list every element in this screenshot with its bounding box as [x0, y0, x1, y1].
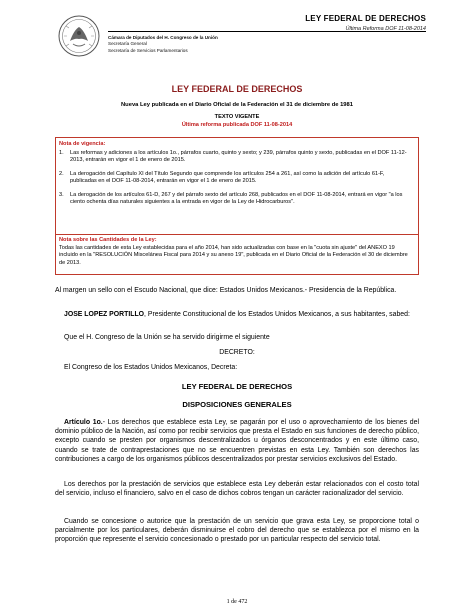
- header-doc-title: LEY FEDERAL DE DERECHOS: [305, 14, 426, 23]
- concession-paragraph: Cuando se concesione o autorice que la prestación de un servicio que grava esta Ley, se proporcione total o parcialmente por los particulares, deberán disminuirse el cobro del derecho que se establezca por el mismo en la proporción que represente el servicio concesionado o prestado por un particular respecto del servicio total.: [55, 518, 419, 544]
- cantidades-text: Todas las cantidades de esta Ley establecidas para el año 2014, han sido actualizadas con base en la "cuota sin ajuste" del ANEXO 19 incluido en la "RESOLUCIÓN Miscelánea Fiscal para 2014 y su anexo 19", publicada en el Diario Oficial de la Federación el 30 de diciembre de 2013.: [59, 245, 408, 266]
- national-seal-icon: [56, 14, 102, 58]
- publication-line: Nueva Ley publicada en el Diario Oficial de la Federación el 31 de diciembre de 1981: [121, 102, 353, 108]
- congress-line: Que el H. Congreso de la Unión se ha servido dirigirme el siguiente: [64, 334, 270, 341]
- institution-block: [108, 35, 218, 54]
- document-title: LEY FEDERAL DE DERECHOS: [171, 84, 303, 94]
- article-label: Artículo 1o.: [64, 419, 103, 426]
- decreto-heading: DECRETO:: [219, 349, 255, 356]
- vigencia-item: [59, 150, 411, 165]
- vigencia-item-text: La derogación del Capítulo XI del Título Segundo que comprende los artículos 254 a 261, así como la adición del artículo 61-F, publicadas en el DOF 11-08-2014, entrarán en vigor el 1 de enero de 2015.: [70, 171, 385, 185]
- header-last-reform: Última Reforma DOF 11-08-2014: [345, 26, 426, 32]
- vigente-label: TEXTO VIGENTE: [214, 114, 260, 120]
- article-text: - Los derechos que establece esta Ley, se pagarán por el uso o aprovechamiento de los bienes del dominio público de la Nación, así como por recibir servicios que presta el Estado en sus funciones de derecho público, excepto cuando se presten por organismos descentralizados u órganos desconcentrados y en este último caso, cuando se trate de contraprestaciones que no se encuentren previstas en esta Ley. También son derechos las contribuciones a cargo de los organismos públicos descentralizados por prestar servicios exclusivos del Estado.: [55, 419, 419, 463]
- institution-chamber: Cámara de Diputados del H. Congreso de la Unión: [108, 35, 218, 40]
- vigencia-item-text: Las reformas y adiciones a los artículos 1o., párrafos cuarto, quinto y sexto; y 239, párrafos quinto y sexto, publicadas en el DOF 11-12-2013, entrarán en vigor el 1 de enero de 2015.: [70, 150, 407, 164]
- services-cost-paragraph: Los derechos por la prestación de servicios que establece esta Ley deberán estar relacionados con el costo total del servicio, incluso el financiero, salvo en el caso de dichos cobros tengan un carácter racionalizador del servicio.: [55, 481, 419, 498]
- note-box: [55, 137, 419, 275]
- header-divider: [108, 31, 426, 32]
- vigencia-item-number: 3.: [59, 192, 64, 198]
- president-name: JOSE LOPEZ PORTILLO: [64, 311, 145, 318]
- president-text: , Presidente Constitucional de los Estados Unidos Mexicanos, a sus habitantes, sabed:: [144, 311, 410, 318]
- seal-paragraph: Al margen un sello con el Escudo Nacional, que dice: Estados Unidos Mexicanos.- Presidencia de la República.: [55, 287, 397, 294]
- congress-decrees: El Congreso de los Estados Unidos Mexicanos, Decreta:: [64, 364, 238, 371]
- vigencia-title: Nota de vigencia:: [59, 141, 106, 147]
- cantidades-title: Nota sobre las Cantidades de la Ley:: [59, 237, 157, 243]
- vigencia-item-number: 1.: [59, 150, 64, 156]
- article-1-paragraph: [55, 418, 419, 464]
- section-title: DISPOSICIONES GENERALES: [182, 400, 292, 409]
- page-indicator: 1 de 472: [226, 599, 248, 605]
- header-right: [305, 14, 426, 32]
- vigente-reform: Última reforma publicada DOF 11-08-2014: [181, 122, 293, 128]
- vigencia-item-text: La derogación de los artículos 61-D, 267 y del párrafo sexto del artículo 268, publicados en el DOF 11-08-2014, entrará en vigor "a los ciento ochenta días naturales siguientes a la entrada en vigor de la Ley de Hidrocarburos".: [70, 192, 403, 206]
- president-paragraph: [55, 310, 419, 319]
- note-box-divider: [56, 234, 418, 235]
- vigencia-item-number: 2.: [59, 171, 64, 177]
- institution-servicios: Secretaría de Servicios Parlamentarios: [108, 47, 188, 53]
- vigencia-item: [59, 171, 411, 186]
- law-title: LEY FEDERAL DE DERECHOS: [181, 382, 293, 391]
- institution-secretaria-general: Secretaría General: [108, 41, 147, 47]
- vigencia-item: [59, 192, 411, 207]
